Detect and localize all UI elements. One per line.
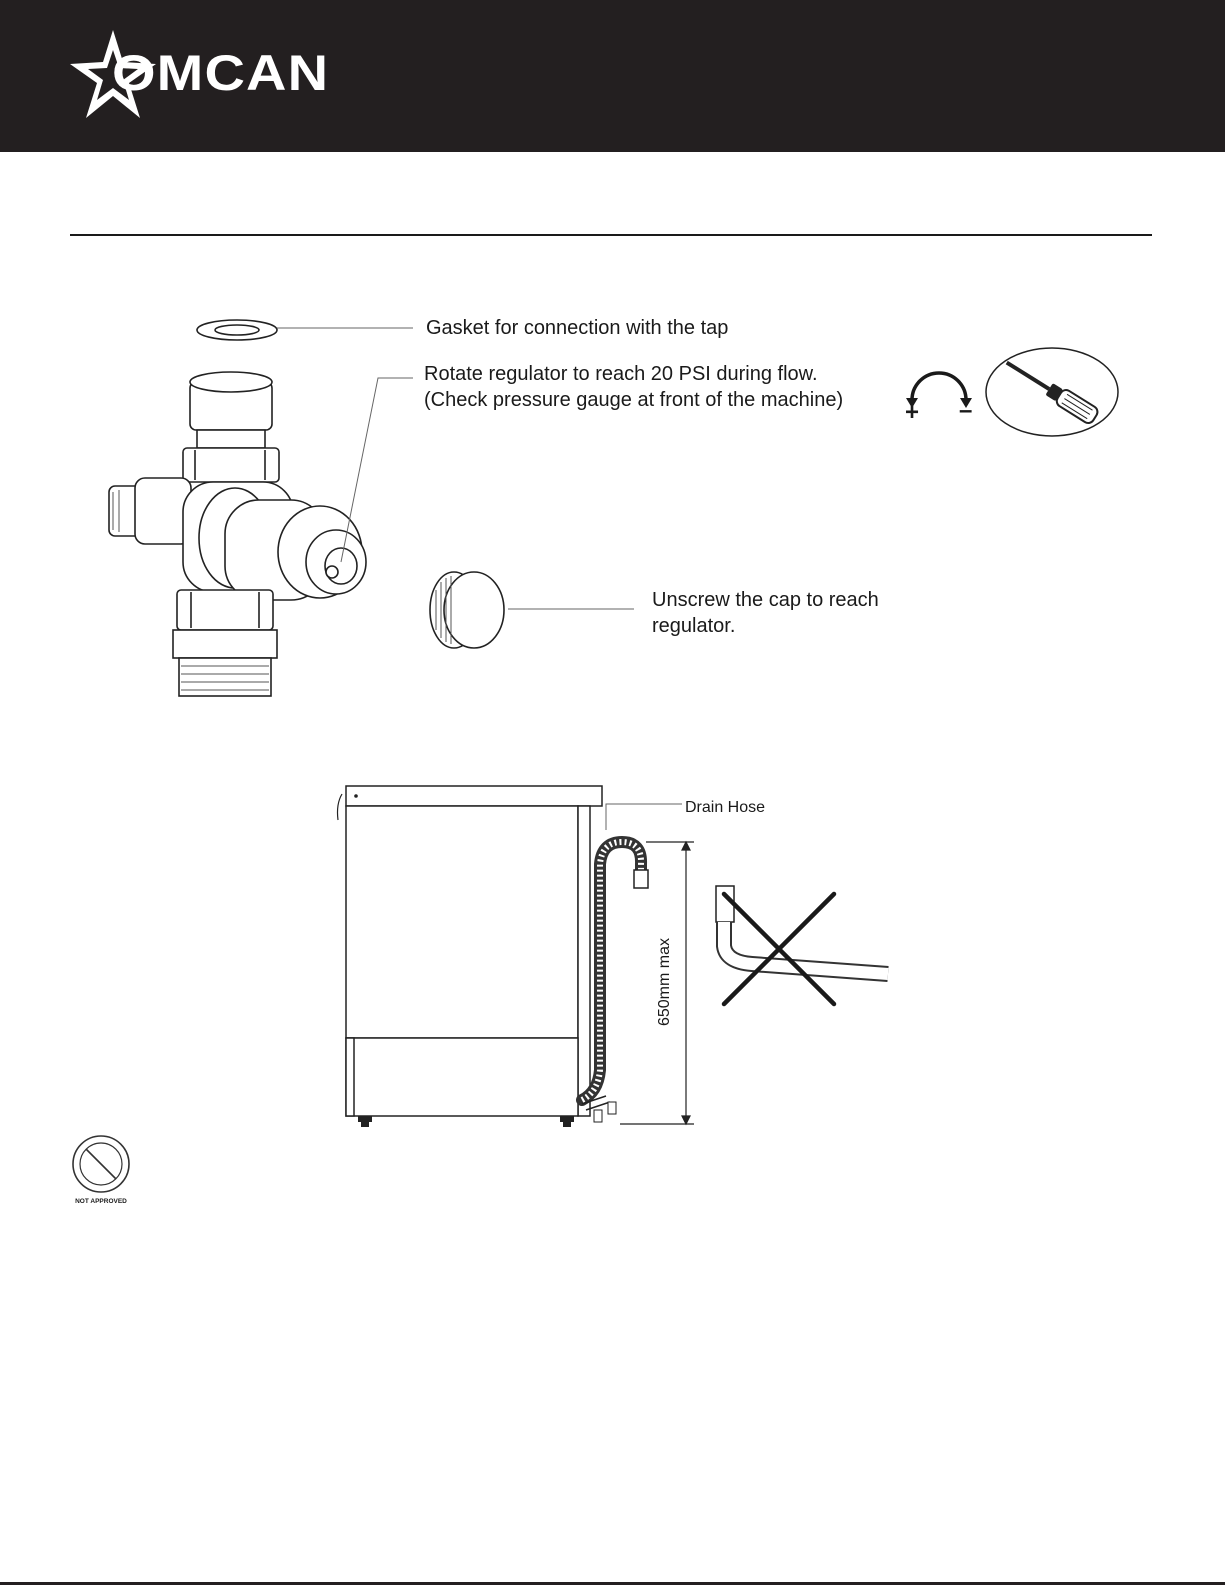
brand-name: OMCAN: [112, 45, 330, 101]
dishwasher-side-view: [330, 780, 700, 1140]
regulator-instruction-line2: (Check pressure gauge at front of the machine): [424, 389, 844, 411]
cap-instruction-line1: Unscrew the cap to reach: [652, 589, 879, 611]
not-approved-label: NOT APPROVED: [75, 1198, 127, 1205]
cap-drawing: [430, 568, 650, 652]
incorrect-hose-example: [712, 882, 892, 1012]
height-limit-label: 650mm max: [656, 937, 673, 1027]
cap-instruction-line2: regulator.: [652, 615, 736, 637]
drain-hose-label: Drain Hose: [685, 799, 766, 816]
regulator-instruction-line1: Rotate regulator to reach 20 PSI during flow.: [424, 363, 818, 385]
screwdriver-icon: [984, 346, 1120, 438]
drain-hose: [582, 842, 641, 1100]
header-bar: [0, 0, 1225, 152]
minus-symbol: –: [959, 397, 973, 424]
gasket-label: Gasket for connection with the tap: [426, 317, 729, 339]
section-divider: [70, 234, 1152, 236]
not-approved-icon: [70, 1133, 132, 1195]
x-mark-icon: [724, 894, 834, 1004]
plus-symbol: +: [905, 399, 920, 426]
